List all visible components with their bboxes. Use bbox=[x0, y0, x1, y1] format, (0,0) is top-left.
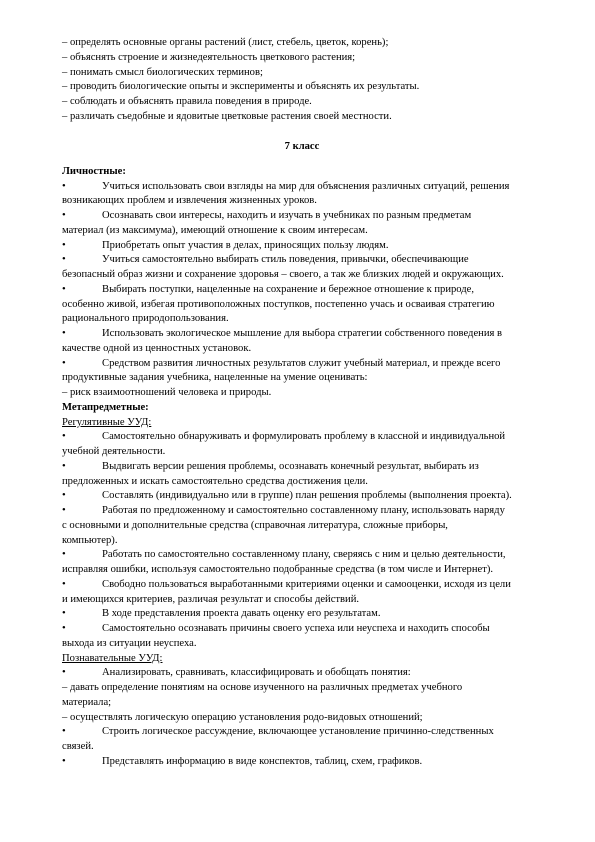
item-line: предложенных и искать самостоятельно средства достижения цели. bbox=[62, 475, 368, 487]
item-line: особенно живой, избегая противоположных поступков, постепенно учась и осваивая стратегию bbox=[62, 298, 495, 310]
intro-item: – объяснять строение и жизнедеятельность цветкового растения; bbox=[62, 51, 356, 63]
class-title: 7 класс bbox=[284, 140, 320, 152]
item-line: связей. bbox=[62, 741, 94, 753]
regulative-item bbox=[62, 548, 542, 578]
regulative-heading: Регулятивные УУД: bbox=[62, 416, 152, 428]
item-line: продуктивные задания учебника, нацеленные на умение оценивать: bbox=[62, 372, 368, 384]
intro-item: – понимать смысл биологических терминов; bbox=[62, 66, 263, 78]
personal-item bbox=[62, 209, 542, 239]
cognitive-item bbox=[62, 666, 542, 681]
bullet-icon: • bbox=[62, 726, 66, 738]
bullet-icon: • bbox=[62, 608, 66, 620]
regulative-item bbox=[62, 504, 542, 548]
regulative-item bbox=[62, 460, 542, 490]
item-line: Использовать экологическое мышление для выбора стратегии собственного поведения в bbox=[102, 328, 503, 340]
cognitive-subitem: – осуществлять логическую операцию установления родо-видовых отношений; bbox=[62, 711, 423, 723]
personal-item bbox=[62, 327, 542, 357]
document-page bbox=[62, 36, 542, 770]
bullet-icon: • bbox=[62, 667, 66, 679]
bullet-icon: • bbox=[62, 505, 66, 517]
item-line: Представлять информацию в виде конспектов, таблиц, схем, графиков. bbox=[102, 755, 423, 767]
cognitive-heading: Познавательные УУД: bbox=[62, 652, 163, 664]
personal-item bbox=[62, 253, 542, 283]
item-line: Работая по предложенному и самостоятельно составленному плану, использовать наряду bbox=[102, 505, 505, 517]
regulative-item bbox=[62, 489, 542, 504]
item-line: компьютер). bbox=[62, 534, 118, 546]
regulative-item bbox=[62, 430, 542, 460]
bullet-icon: • bbox=[62, 328, 66, 340]
cognitive-item bbox=[62, 755, 542, 770]
item-line: безопасный образ жизни и сохранение здоровья – своего, а так же близких людей и окружающих. bbox=[62, 269, 504, 281]
cognitive-subitem-cont: материала; bbox=[62, 696, 112, 708]
bullet-icon: • bbox=[62, 490, 66, 502]
personal-item bbox=[62, 180, 542, 210]
cognitive-subitem: – давать определение понятиям на основе изученного на различных предметах учебного bbox=[62, 682, 463, 694]
item-line: Выбирать поступки, нацеленные на сохранение и бережное отношение к природе, bbox=[102, 283, 475, 295]
intro-item: – соблюдать и объяснять правила поведения в природе. bbox=[62, 96, 312, 107]
intro-item: – различать съедобные и ядовитые цветковые растения своей местности. bbox=[62, 110, 392, 122]
item-line: возникающих проблем и извлечения жизненных уроков. bbox=[62, 195, 317, 207]
item-line: рационального природопользования. bbox=[62, 313, 229, 325]
item-line: выхода из ситуации неуспеха. bbox=[62, 637, 197, 649]
item-line: Свободно пользоваться выработанными критериями оценки и самооценки, исходя из цели bbox=[102, 578, 511, 590]
personal-item bbox=[62, 283, 542, 327]
item-line: Учиться самостоятельно выбирать стиль поведения, привычки, обеспечивающие bbox=[102, 254, 469, 266]
meta-heading: Метапредметные: bbox=[62, 401, 149, 413]
bullet-icon: • bbox=[62, 283, 66, 295]
item-line: учебной деятельности. bbox=[62, 446, 166, 458]
regulative-list bbox=[62, 430, 542, 651]
bullet-icon: • bbox=[62, 357, 66, 369]
item-line: Работать по самостоятельно составленному плану, сверяясь с ним и целью деятельности, bbox=[102, 549, 506, 561]
bullet-icon: • bbox=[62, 431, 66, 443]
regulative-item bbox=[62, 622, 542, 652]
item-line: исправляя ошибки, используя самостоятельно подобранные средства (в том числе и Интернет). bbox=[62, 564, 493, 576]
item-line: качестве одной из ценностных установок. bbox=[62, 342, 252, 354]
personal-heading: Личностные: bbox=[62, 165, 126, 177]
item-line: Строить логическое рассуждение, включающее установление причинно-следственных bbox=[102, 726, 494, 738]
personal-tail: – риск взаимоотношений человека и природы. bbox=[62, 387, 272, 399]
personal-list bbox=[62, 180, 542, 387]
bullet-icon: • bbox=[62, 755, 66, 767]
regulative-item bbox=[62, 607, 542, 622]
intro-list bbox=[62, 36, 542, 125]
item-line: Самостоятельно осознавать причины своего успеха или неуспеха и находить способы bbox=[102, 623, 490, 635]
bullet-icon: • bbox=[62, 578, 66, 590]
personal-item bbox=[62, 239, 542, 254]
item-line: Составлять (индивидуально или в группе) план решения проблемы (выполнения проекта). bbox=[102, 490, 512, 502]
bullet-icon: • bbox=[62, 180, 66, 192]
item-line: Средством развития личностных результатов служит учебный материал, и прежде всего bbox=[102, 357, 501, 369]
regulative-item bbox=[62, 578, 542, 608]
item-line: Учиться использовать свои взгляды на мир для объяснения различных ситуаций, решения bbox=[102, 180, 510, 192]
item-line: В ходе представления проекта давать оценку его результатам. bbox=[102, 608, 381, 620]
cognitive-item bbox=[62, 725, 542, 755]
bullet-icon: • bbox=[62, 623, 66, 635]
item-line: Осознавать свои интересы, находить и изучать в учебниках по разным предметам bbox=[102, 210, 472, 222]
intro-item: – определять основные органы растений (лист, стебель, цветок, корень); bbox=[62, 37, 389, 48]
item-line: Самостоятельно обнаруживать и формулировать проблему в классной и индивидуальной bbox=[102, 431, 506, 443]
personal-item bbox=[62, 357, 542, 387]
bullet-icon: • bbox=[62, 239, 66, 251]
item-line: Анализировать, сравнивать, классифицировать и обобщать понятия: bbox=[102, 667, 411, 679]
item-line: Приобретать опыт участия в делах, приносящих пользу людям. bbox=[102, 239, 389, 251]
intro-item: – проводить биологические опыты и эксперименты и объяснять их результаты. bbox=[62, 81, 420, 93]
item-line: с основными и дополнительные средства (справочная литература, сложные приборы, bbox=[62, 519, 448, 531]
item-line: и имеющихся критериев, различая результат и способы действий. bbox=[62, 593, 360, 605]
cognitive-list bbox=[62, 666, 542, 769]
bullet-icon: • bbox=[62, 210, 66, 222]
bullet-icon: • bbox=[62, 254, 66, 266]
bullet-icon: • bbox=[62, 549, 66, 561]
bullet-icon: • bbox=[62, 460, 66, 472]
item-line: Выдвигать версии решения проблемы, осознавать конечный результат, выбирать из bbox=[102, 460, 479, 472]
item-line: материал (из максимума), имеющий отношение к своим интересам. bbox=[62, 224, 368, 236]
